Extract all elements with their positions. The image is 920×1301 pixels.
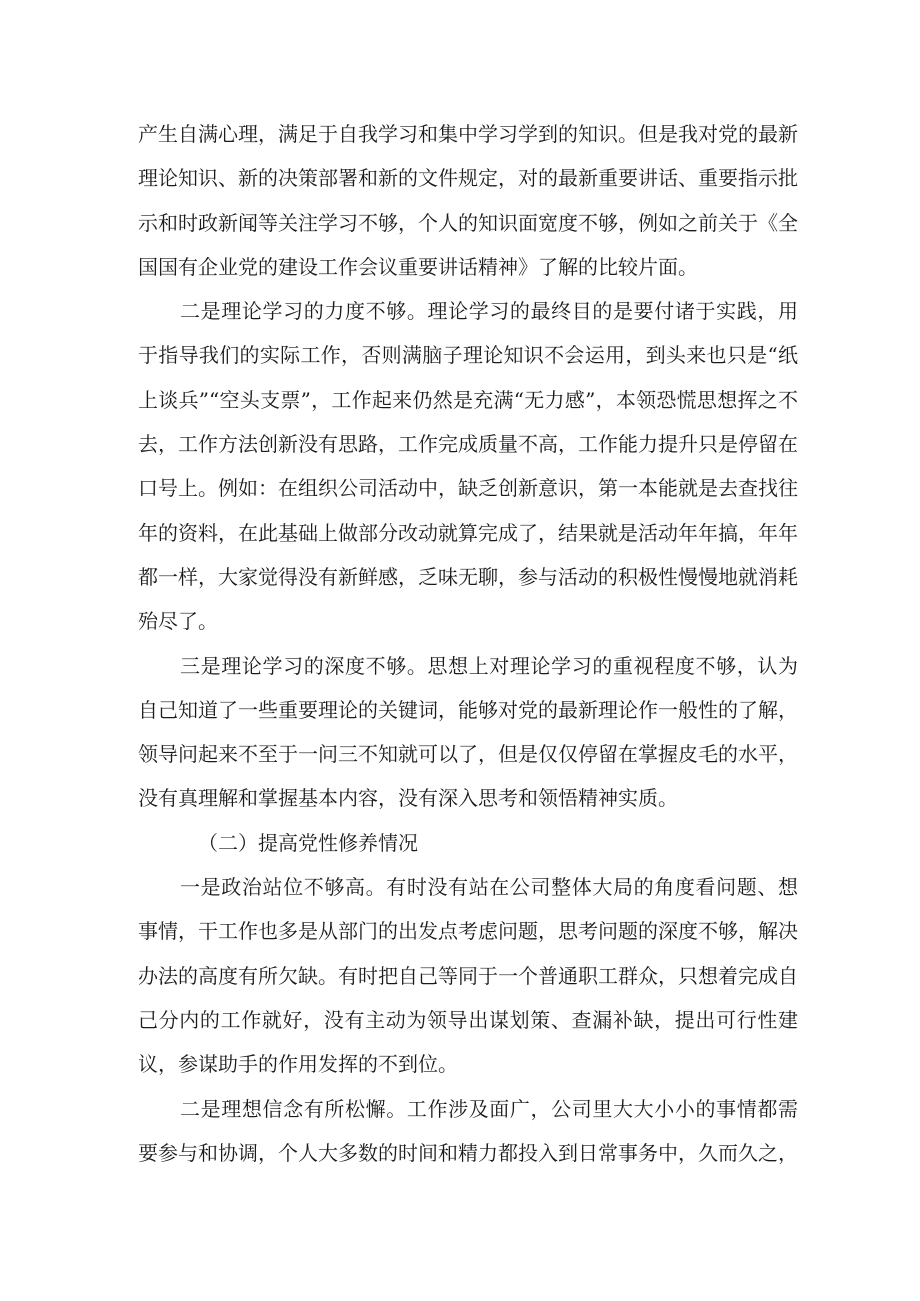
paragraph-political-stance: 一是政治站位不够高。有时没有站在公司整体大局的角度看问题、想事情，干工作也多是从部门的出发点考虑问题，思考问题的深度不够，解决办法的高度有所欠缺。有时把自己等同于一个普通职工群众，只想着完成自己分内的工作就好，没有主动为领导出谋划策、查漏补缺，提出可行性建议，参谋助手的作用发挥的不到位。 xyxy=(138,875,798,1077)
paragraph-continued: 产生自满心理，满足于自我学习和集中学习学到的知识。但是我对党的最新理论知识、新的决策部署和新的文件规定，对的最新重要讲话、重要指示批示和时政新闻等关注学习不够，个人的知识面宽度不够，例如之前关于《全国国有企业党的建设工作会议重要讲话精神》了解的比较片面。 xyxy=(138,122,798,279)
paragraph-theory-strength: 二是理论学习的力度不够。理论学习的最终目的是要付诸于实践，用于指导我们的实际工作，否则满脑子理论知识不会运用，到头来也只是“纸上谈兵”“空头支票”，工作起来仍然是充满“无力感”，本领恐慌思想挥之不去，工作方法创新没有思路，工作完成质量不高，工作能力提升只是停留在口号上。例如：在组织公司活动中，缺乏创新意识，第一本能就是去查找往年的资料，在此基础上做部分改动就算完成了，结果就是活动年年搞，年年都一样，大家觉得没有新鲜感，乏味无聊，参与活动的积极性慢慢地就消耗殆尽了。 xyxy=(138,299,798,634)
paragraph-ideals-beliefs: 二是理想信念有所松懈。工作涉及面广，公司里大大小小的事情都需要参与和协调，个人大多数的时间和精力都投入到日常事务中，久而久之， xyxy=(138,1096,798,1165)
document-body xyxy=(138,112,798,1175)
paragraph-theory-depth: 三是理论学习的深度不够。思想上对理论学习的重视程度不够，认为自己知道了一些重要理论的关键词，能够对党的最新理论作一般性的了解，领导问起来不至于一问三不知就可以了，但是仅仅停留在掌握皮毛的水平，没有真理解和掌握基本内容，没有深入思考和领悟精神实质。 xyxy=(138,653,798,811)
section-heading: （二）提高党性修养情况 xyxy=(198,830,418,855)
